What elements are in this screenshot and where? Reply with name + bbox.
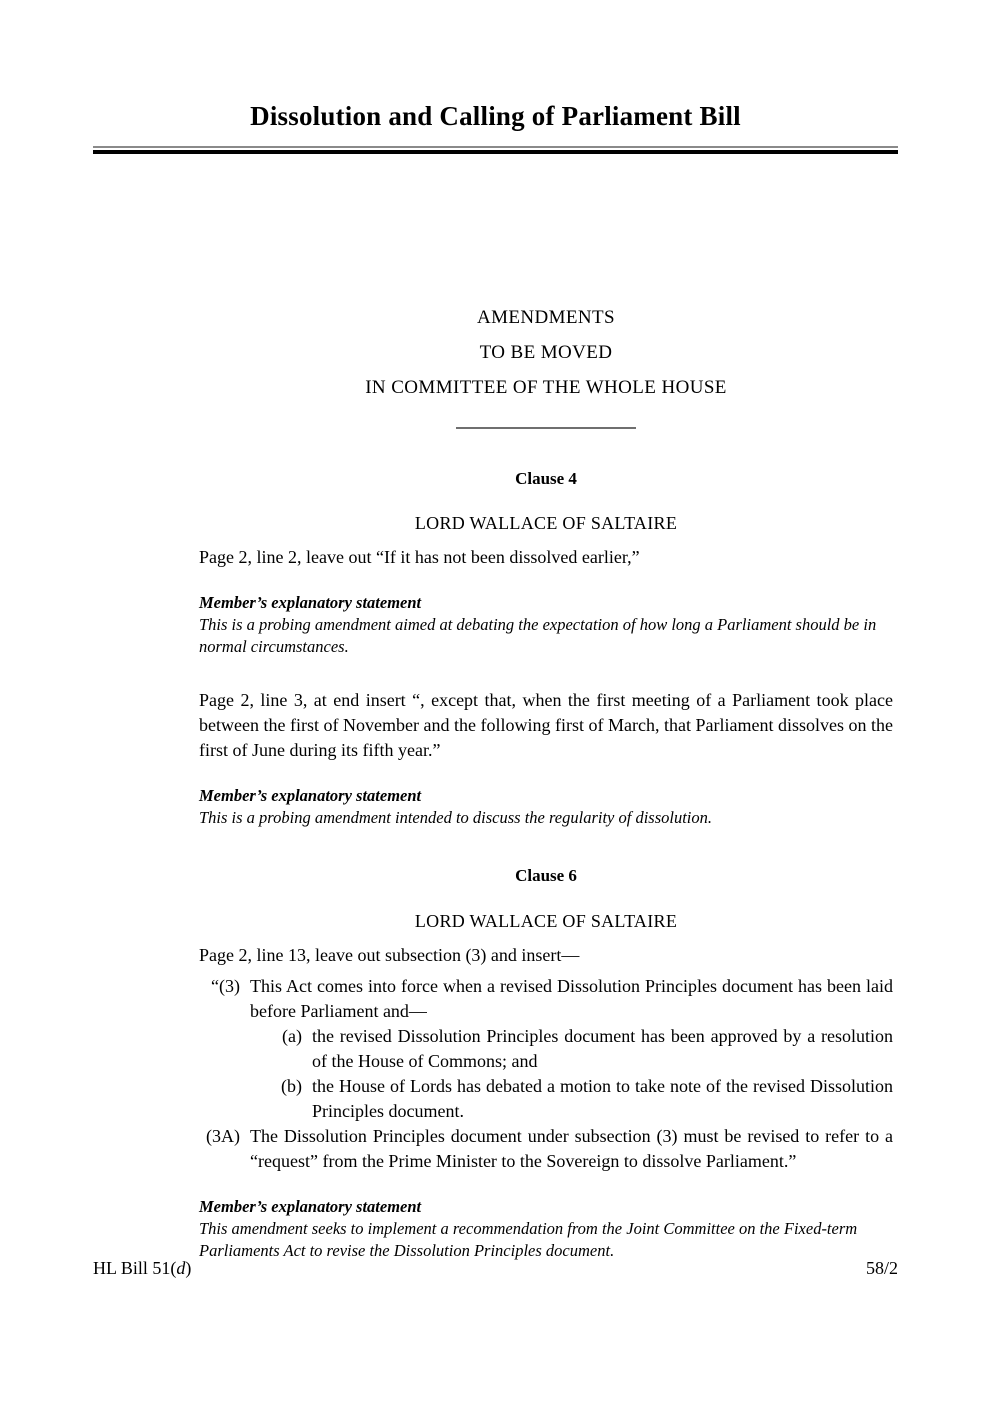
subsection-label: “(3) bbox=[211, 975, 240, 996]
explanatory-statement-body: This amendment seeks to implement a recommendation from the Joint Committee on the Fixed-term Parliaments Act to revise the Dissolution Principles document. bbox=[199, 1218, 858, 1260]
subsection-text: The Dissolution Principles document under subsection (3) must be revised to refer to a “request” from the Prime Minister to the Sovereign to dissolve Parliament.” bbox=[250, 1125, 893, 1171]
subsection-text: This Act comes into force when a revised Dissolution Principles document has been laid before Parliament and— bbox=[250, 975, 893, 1021]
heading-line-to-be-moved: TO BE MOVED bbox=[479, 342, 613, 363]
clause-4-amendment-2: Page 2, line 3, at end insert “, except that, when the first meeting of a Parliament took place between the first of November and the following first of March, that Parliament dissolves on the first of June during its fifth year.” bbox=[199, 690, 893, 761]
explanatory-statement-title: Member’s explanatory statement bbox=[199, 786, 422, 806]
list-item bbox=[261, 1024, 893, 1074]
title-rule-thick bbox=[93, 150, 898, 154]
list-item bbox=[199, 1124, 893, 1174]
footer-bill-italic: d bbox=[176, 1258, 186, 1278]
clause-6-statement bbox=[199, 1196, 893, 1262]
clause-6-member-name: LORD WALLACE OF SALTAIRE bbox=[414, 910, 678, 931]
clause-4-statement-2 bbox=[199, 785, 893, 829]
list-item bbox=[199, 974, 893, 1024]
title-block bbox=[93, 100, 898, 154]
footer-bill-suffix: ) bbox=[185, 1258, 192, 1278]
spacer bbox=[199, 658, 893, 688]
page-footer bbox=[93, 1258, 898, 1279]
clause-6-amendment-intro: Page 2, line 13, leave out subsection (3) and insert— bbox=[199, 944, 580, 965]
list-item bbox=[261, 1074, 893, 1124]
heading-short-rule bbox=[456, 427, 636, 429]
clause-6-heading: Clause 6 bbox=[515, 866, 577, 886]
clause-4-heading: Clause 4 bbox=[515, 469, 577, 488]
clause-6-subsection-list bbox=[199, 974, 893, 1174]
title-double-rule bbox=[93, 146, 898, 154]
subsection-label: (3A) bbox=[206, 1125, 240, 1146]
footer-bill-prefix: HL Bill 51( bbox=[93, 1258, 177, 1278]
heading-line-amendments: AMENDMENTS bbox=[476, 307, 616, 328]
subsection-text: the House of Lords has debated a motion to take note of the revised Dissolution Principles document. bbox=[312, 1075, 893, 1121]
heading-block bbox=[199, 300, 893, 429]
explanatory-statement-title: Member’s explanatory statement bbox=[199, 1196, 422, 1216]
clause-4-member-name: LORD WALLACE OF SALTAIRE bbox=[414, 513, 678, 534]
clause-4-statement-1 bbox=[199, 592, 893, 658]
subsection-text: the revised Dissolution Principles document has been approved by a resolution of the House of Commons; and bbox=[312, 1025, 893, 1071]
footer-bill-reference bbox=[93, 1258, 191, 1279]
document-content bbox=[199, 468, 893, 1262]
explanatory-statement-body: This is a probing amendment aimed at debating the expectation of how long a Parliament should be in normal circumstances. bbox=[199, 615, 877, 657]
subsection-label: (a) bbox=[282, 1025, 302, 1046]
page-title: Dissolution and Calling of Parliament Bill bbox=[250, 101, 741, 131]
heading-line-in-committee: IN COMMITTEE OF THE WHOLE HOUSE bbox=[365, 377, 727, 398]
footer-page-number: 58/2 bbox=[865, 1258, 898, 1278]
explanatory-statement-body: This is a probing amendment intended to discuss the regularity of dissolution. bbox=[199, 808, 713, 828]
clause-4-amendment-1: Page 2, line 2, leave out “If it has not been dissolved earlier,” bbox=[199, 547, 640, 568]
subsection-label: (b) bbox=[281, 1075, 302, 1096]
heading-separator bbox=[199, 427, 893, 429]
explanatory-statement-title: Member’s explanatory statement bbox=[199, 593, 422, 613]
